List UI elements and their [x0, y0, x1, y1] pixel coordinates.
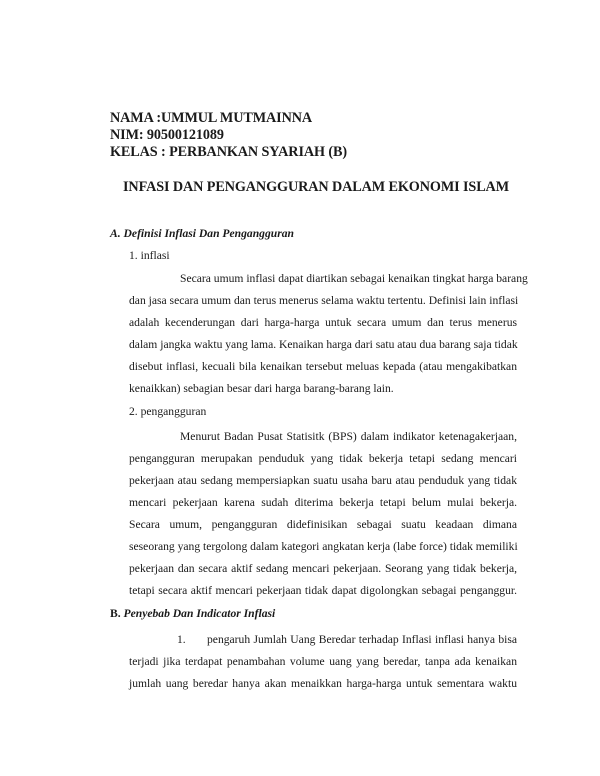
- paragraph-line: Secara umum inflasi dapat diartikan sebagai kenaikan tingkat harga barang: [180, 272, 528, 285]
- paragraph-line: Secara umum, pengangguran didefinisikan sebagai suatu keadaan dimana: [129, 518, 517, 531]
- paragraph-line: seseorang yang tergolong dalam kategori angkatan kerja (labe force) tidak memiliki: [129, 540, 518, 553]
- paragraph-line: pekerjaan atau sedang mempersiapkan suatu usaha baru atau penduduk yang tidak: [129, 474, 517, 487]
- paragraph-line: tetapi secara aktif mencari pekerjaan tidak dapat digolongkan sebagai penganggur.: [129, 584, 517, 597]
- section-b-heading: [110, 607, 275, 620]
- subitem-inflasi-label: 1. inflasi: [129, 249, 170, 262]
- document-title: INFASI DAN PENGANGGURAN DALAM EKONOMI ISLAM: [123, 179, 509, 195]
- student-nim: NIM: 90500121089: [110, 127, 224, 143]
- section-a-letter: A.: [110, 227, 121, 240]
- paragraph-line: jumlah uang beredar hanya akan menaikkan harga-harga untuk sementara waktu: [129, 677, 517, 690]
- student-name: NAMA :UMMUL MUTMAINNA: [110, 110, 313, 126]
- section-b-letter: B.: [110, 607, 121, 620]
- paragraph-line: pengaruh Jumlah Uang Beredar terhadap Inflasi inflasi hanya bisa: [207, 633, 517, 646]
- paragraph-line: Menurut Badan Pusat Statisitk (BPS) dalam indikator ketenagakerjaan,: [180, 430, 517, 443]
- paragraph-line: pekerjaan dan secara aktif sedang mencari pekerjaan. Seorang yang tidak bekerja,: [129, 562, 517, 575]
- section-b-title: Penyebab Dan Indicator Inflasi: [123, 607, 276, 620]
- paragraph-line: disebut inflasi, kecuali bila kenaikan tersebut meluas kepada (atau mengakibatkan: [129, 360, 517, 373]
- paragraph-line: adalah kecenderungan dari harga-harga untuk secara umum dan terus menerus: [129, 316, 517, 329]
- paragraph-line: dan jasa secara umum dan terus menerus selama waktu tertentu. Definisi lain inflasi: [129, 294, 519, 307]
- paragraph-line: mencari pekerjaan karena sudah diterima bekerja tetapi belum mulai bekerja.: [129, 496, 517, 509]
- section-a-heading: [110, 227, 294, 240]
- paragraph-line: pengangguran merupakan penduduk yang tidak bekerja tetapi sedang mencari: [129, 452, 517, 465]
- section-a-title: Definisi Inflasi Dan Pengangguran: [123, 227, 294, 240]
- paragraph-line: dalam jangka waktu yang lama. Kenaikan harga dari satu atau dua barang saja tidak: [129, 338, 518, 351]
- paragraph-line: terjadi jika terdapat penambahan volume uang yang beredar, tanpa ada kenaikan: [129, 655, 517, 668]
- subitem-pengangguran-label: 2. pengangguran: [129, 405, 207, 418]
- student-class: KELAS : PERBANKAN SYARIAH (B): [110, 144, 348, 160]
- paragraph-line: kenaikkan) sebagian besar dari harga barang-barang lain.: [129, 382, 394, 395]
- list-number: 1.: [177, 633, 186, 646]
